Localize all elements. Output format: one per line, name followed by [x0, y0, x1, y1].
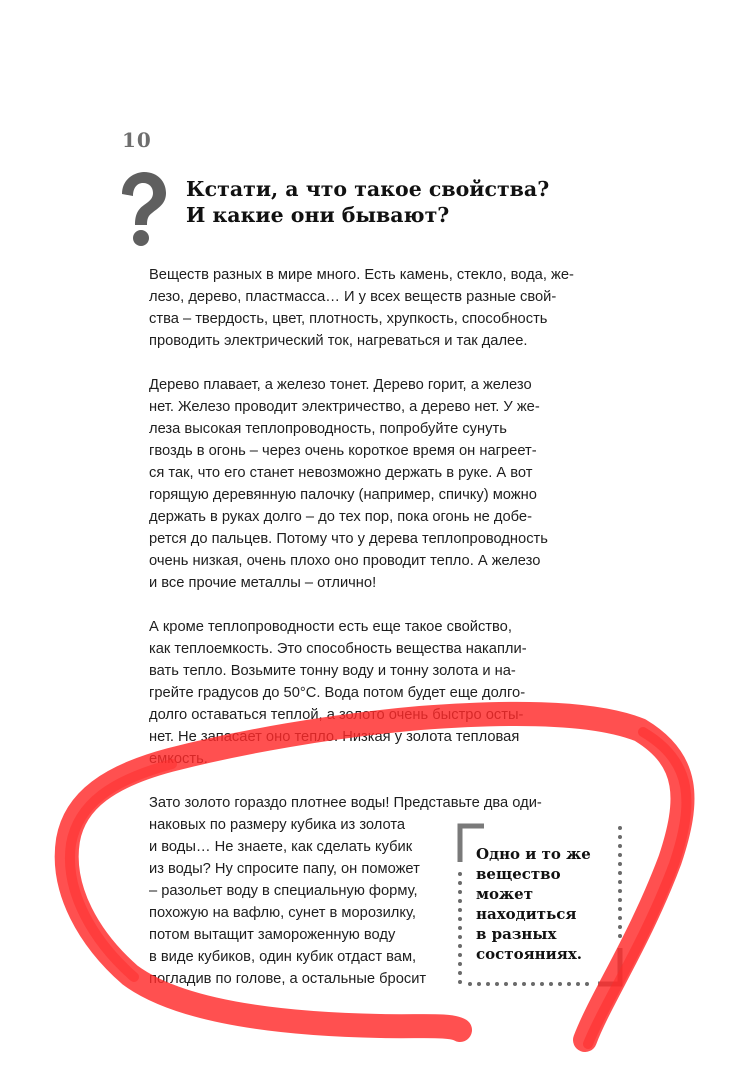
text-line: в виде кубиков, один кубик отдаст вам,	[149, 949, 417, 965]
text-line: очень низкая, очень плохо оно проводит тепло. А железо	[149, 553, 541, 569]
text-line: похожую на вафлю, сунет в морозилку,	[149, 905, 416, 921]
text-line: – разольет воду в специальную форму,	[149, 883, 418, 899]
callout-line: может	[476, 885, 534, 903]
paragraph-3	[149, 616, 527, 770]
text-line: емкость.	[149, 751, 208, 767]
heading-line: Кстати, а что такое свойства?	[186, 177, 550, 201]
text-line: грейте градусов до 50°С. Вода потом будет еще долго-	[149, 685, 526, 701]
page-number: 10	[122, 128, 152, 152]
text-line: нет. Не запасает оно тепло. Низкая у золота тепловая	[149, 729, 520, 745]
text-line: потом вытащит замороженную воду	[149, 927, 396, 943]
text-line: проводить электрический ток, нагреваться и так далее.	[149, 333, 528, 349]
text-line: рется до пальцев. Потому что у дерева теплопроводность	[149, 531, 548, 547]
text-line: лезо, дерево, пластмасса… И у всех веществ разные свой-	[149, 289, 557, 305]
text-line: как теплоемкость. Это способность вещества накапли-	[149, 641, 527, 657]
text-line: вать тепло. Возьмите тонну воду и тонну золота и на-	[149, 663, 516, 679]
heading-line: И какие они бывают?	[186, 203, 450, 227]
callout-line: вещество	[476, 865, 561, 883]
text-line: и воды… Не знаете, как сделать кубик	[149, 839, 413, 855]
callout-line: состояниях.	[476, 945, 583, 963]
text-line: Дерево плавает, а железо тонет. Дерево горит, а железо	[149, 377, 532, 393]
text-line: из воды? Ну спросите папу, он поможет	[149, 861, 420, 877]
text-line: нет. Железо проводит электричество, а дерево нет. У же-	[149, 399, 540, 415]
question-mark-icon	[112, 170, 172, 250]
text-line: горящую деревянную палочку (например, спичку) можно	[149, 487, 537, 503]
text-line: долго оставаться теплой, а золото очень быстро осты-	[149, 707, 524, 723]
text-line: Веществ разных в мире много. Есть камень, стекло, вода, же-	[149, 267, 574, 283]
paragraph-1	[149, 264, 574, 352]
text-line: держать в руках долго – до тех пор, пока огонь не добе-	[149, 509, 532, 525]
text-line: А кроме теплопроводности есть еще такое свойство,	[149, 619, 512, 635]
paragraph-2	[149, 374, 548, 594]
callout-line: в разных	[476, 925, 557, 943]
text-line: погладив по голове, а остальные бросит	[149, 971, 427, 987]
text-line: гвоздь в огонь – через очень короткое время он нагреет-	[149, 443, 537, 459]
text-line: ства – твердость, цвет, плотность, хрупкость, способность	[149, 311, 548, 327]
callout-line: находиться	[476, 905, 577, 923]
text-line: и все прочие металлы – отлично!	[149, 575, 377, 591]
text-line: ся так, что его станет невозможно держать в руке. А вот	[149, 465, 533, 481]
callout-line: Одно и то же	[476, 845, 591, 863]
text-line: леза высокая теплопроводность, попробуйте сунуть	[149, 421, 507, 437]
callout-text	[476, 844, 614, 964]
text-line: Зато золото гораздо плотнее воды! Представьте два оди-	[149, 795, 542, 811]
text-line: наковых по размеру кубика из золота	[149, 817, 406, 833]
section-heading	[186, 176, 606, 228]
